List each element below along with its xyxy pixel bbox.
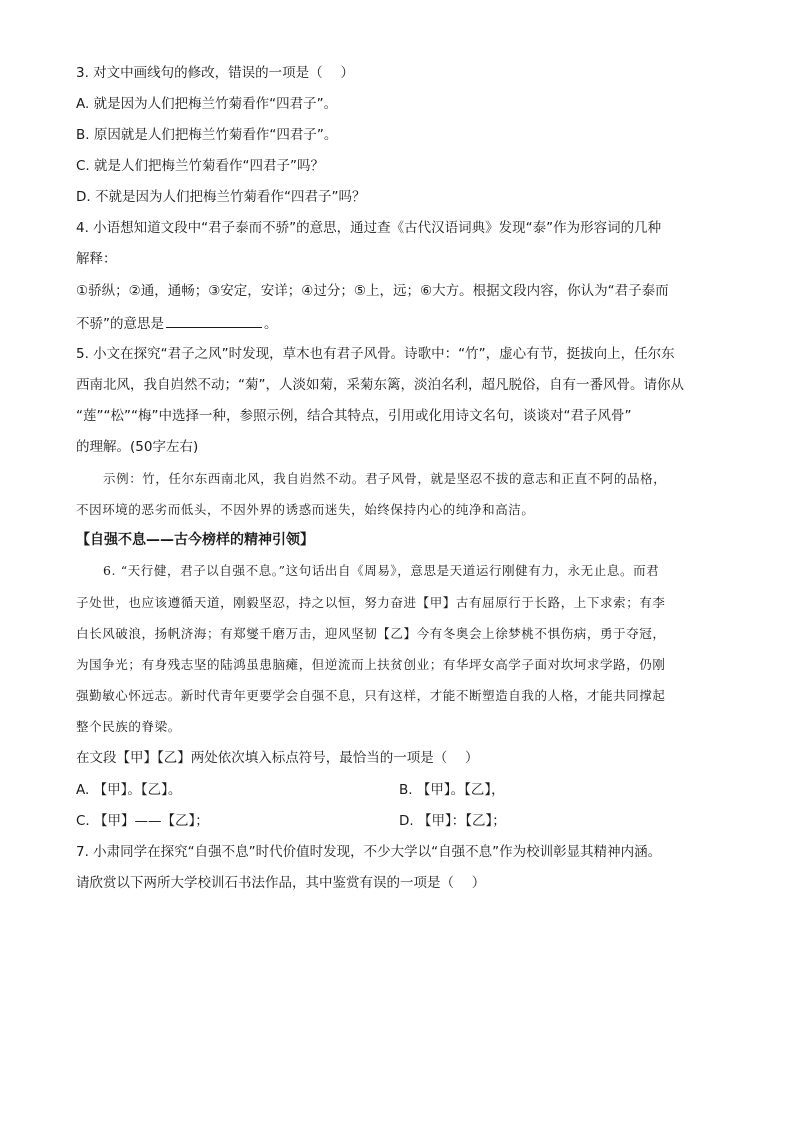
q5-line-3: “莲”“松”“梅”中选择一种，参照示例，结合其特点，引用或化用诗文名句，谈谈对“君子风骨” [76, 408, 632, 424]
q6-option-d: D. 【甲】：【乙】； [399, 813, 506, 829]
q6-stem: 在文段【甲】【乙】两处依次填入标点符号，最恰当的一项是（ ） [76, 750, 479, 766]
section-title: 【自强不息——古今榜样的精神引领】 [76, 532, 314, 548]
q5-line-2: 西南北风，我自岿然不动；“菊”，人淡如菊，采菊东篱，淡泊名利，超凡脱俗，自有一番风骨。请你从 [76, 377, 684, 393]
q3-option-b: B. 原因就是人们把梅兰竹菊看作“四君子”。 [76, 127, 338, 143]
q6-option-a: A. 【甲】。【乙】。 [76, 782, 182, 798]
q6-passage-line-6: 整个民族的脊梁。 [76, 719, 181, 734]
q4-line-4-text: 不骄”的意思是 [76, 316, 164, 332]
q4-line-4 [76, 313, 278, 333]
q5-example-line-2: 不因环境的恶劣而低头，不因外界的诱惑而迷失，始终保持内心的纯净和高洁。 [76, 502, 535, 517]
q6-passage-line-5: 强勤敏心怀远志。新时代青年更要学会自强不息，只有这样，才能不断塑造自我的人格，才能共同撑起 [76, 688, 666, 703]
q6-passage-line-2: 子处世，也应该遵循天道，刚毅坚忍，持之以恒，努力奋进【甲】古有屈原行于长路，上下求索；有李 [76, 595, 666, 610]
q6-option-b: B. 【甲】。【乙】， [399, 782, 505, 798]
q5-example-line-1: 示例：竹，任尔东西南北风，我自岿然不动。君子风骨，就是坚忍不拔的意志和正直不阿的品格， [103, 471, 667, 486]
q4-line-1: 4. 小语想知道文段中“君子泰而不骄”的意思，通过查《古代汉语词典》发现“泰”作为形容词的几种 [76, 220, 662, 236]
q6-passage-line-4: 为国争光；有身残志坚的陆鸿虽患脑瘫，但逆流而上扶贫创业；有华坪女高学子面对坎坷求学路，仍刚 [76, 657, 666, 672]
q3-option-a: A. 就是因为人们把梅兰竹菊看作“四君子”。 [76, 96, 338, 112]
q4-line-2: 解释： [76, 251, 117, 267]
answer-blank[interactable] [166, 313, 262, 328]
q5-line-1: 5. 小文在探究“君子之风”时发现，草木也有君子风骨。诗歌中：“竹”，虚心有节，挺拔向上，任尔东 [76, 346, 675, 362]
q4-line-4-end: 。 [264, 316, 278, 332]
q7-line-1: 7. 小肃同学在探究“自强不息”时代价值时发现，不少大学以“自强不息”作为校训彰显其精神内涵。 [76, 844, 662, 860]
q3-option-d: D. 不就是因为人们把梅兰竹菊看作“四君子”吗？ [76, 189, 366, 205]
q7-line-2: 请欣赏以下两所大学校训石书法作品，其中鉴赏有误的一项是（ ） [76, 875, 486, 891]
q3-stem: 3. 对文中画线句的修改，错误的一项是（ ） [76, 65, 354, 81]
q4-line-3: ①骄纵；②通，通畅；③安定，安详；④过分；⑤上，远；⑥大方。根据文段内容，你认为“君子泰而 [76, 283, 669, 299]
q6-passage-line-1: 6. “天行健，君子以自强不息。”这句话出自《周易》，意思是天道运行刚健有力，永无止息。而君 [103, 563, 660, 578]
q5-line-4: 的理解。(50字左右) [76, 439, 199, 455]
q6-option-c: C. 【甲】——【乙】； [76, 813, 209, 829]
q3-option-c: C. 就是人们把梅兰竹菊看作“四君子”吗？ [76, 158, 324, 174]
q6-passage-line-3: 白长风破浪，扬帆济海；有郑燮千磨万击，迎风坚韧【乙】今有冬奥会上徐梦桃不惧伤病，勇于夺冠， [76, 626, 666, 641]
